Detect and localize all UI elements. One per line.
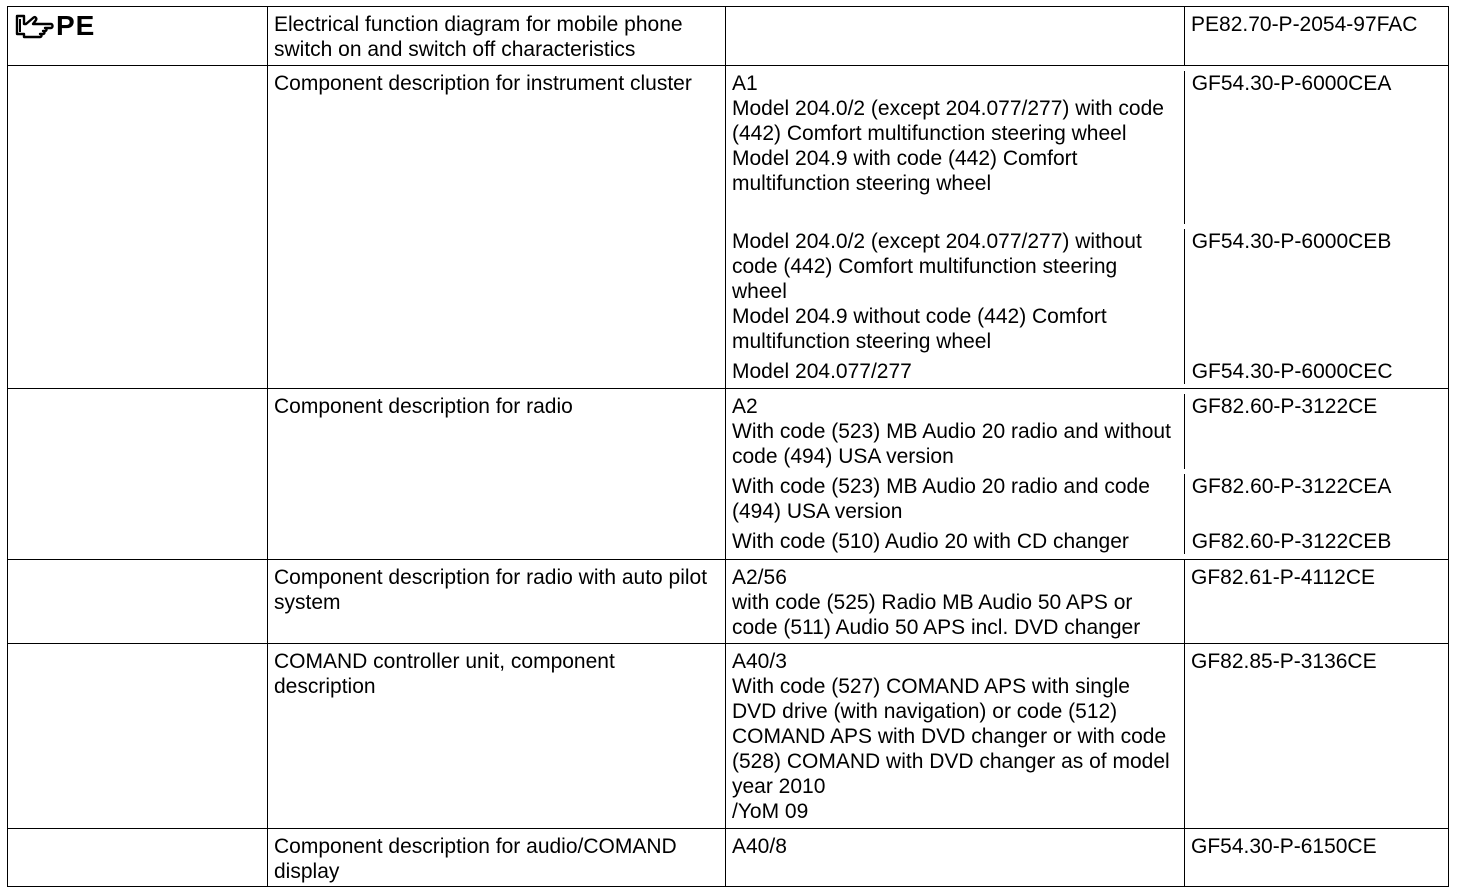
table-row xyxy=(7,389,1449,560)
empty-cell xyxy=(7,644,267,828)
variant-description: With code (523) MB Audio 20 radio and without code (494) USA version xyxy=(732,420,1171,468)
variant-entry xyxy=(726,224,1448,359)
empty-cell xyxy=(7,66,267,388)
component-code: A2/56 xyxy=(732,566,787,589)
variant-ref[interactable]: GF54.30-P-6000CEC xyxy=(1184,359,1448,384)
table-row xyxy=(7,560,1449,644)
pe-label: PE xyxy=(56,10,96,41)
row-details xyxy=(725,560,1184,643)
variant-ref[interactable]: GF82.60-P-3122CEA xyxy=(1184,474,1448,529)
variant-entry xyxy=(726,529,1448,554)
table-header-row xyxy=(7,6,1449,66)
variant-text: Model 204.077/277 xyxy=(732,360,912,383)
variant-text: With code (527) COMAND APS with single DVD drive (with navigation) or code (512) COMAND APS with DVD changer or with code (528) COMAND with DVD changer as of model year 2010 /YoM 09 xyxy=(732,675,1170,823)
component-code: A2 xyxy=(732,395,758,418)
table-row xyxy=(7,644,1449,829)
component-code: A40/8 xyxy=(732,835,787,858)
header-empty-cell xyxy=(725,7,1184,65)
reference-table xyxy=(7,6,1449,887)
component-code: A40/3 xyxy=(732,650,787,673)
header-ref[interactable]: PE82.70-P-2054-97FAC xyxy=(1184,7,1449,65)
variant-ref[interactable]: GF82.60-P-3122CE xyxy=(1184,394,1448,469)
header-title: Electrical function diagram for mobile phone switch on and switch off characteristics xyxy=(267,7,725,65)
row-description: COMAND controller unit, component description xyxy=(267,644,725,828)
variant-ref[interactable]: GF82.61-P-4112CE xyxy=(1184,560,1449,643)
row-details xyxy=(725,66,1449,388)
empty-cell xyxy=(7,829,267,886)
variant-ref[interactable]: GF54.30-P-6000CEA xyxy=(1184,71,1448,224)
variant-text: Model 204.0/2 (except 204.077/277) with code (442) Comfort multifunction steering wheel Model 204.9 with code (442) Comfort multifunction steering wheel xyxy=(732,97,1164,195)
pointing-hand-icon xyxy=(14,13,54,39)
row-description: Component description for radio with auto pilot system xyxy=(267,560,725,643)
row-details xyxy=(725,829,1184,886)
pe-marker xyxy=(7,7,267,65)
row-description: Component description for audio/COMAND display xyxy=(267,829,725,886)
variant-ref[interactable]: GF82.60-P-3122CEB xyxy=(1184,529,1448,554)
variant-ref[interactable]: GF54.30-P-6000CEB xyxy=(1184,229,1448,359)
variant-text: with code (525) Radio MB Audio 50 APS or code (511) Audio 50 APS incl. DVD changer xyxy=(732,591,1141,639)
variant-ref[interactable]: GF82.85-P-3136CE xyxy=(1184,644,1449,828)
empty-cell xyxy=(7,560,267,643)
table-row xyxy=(7,66,1449,389)
variant-text: With code (510) Audio 20 with CD changer xyxy=(732,530,1129,553)
row-details xyxy=(725,389,1449,559)
variant-text: With code (523) MB Audio 20 radio and code (494) USA version xyxy=(732,475,1150,523)
variant-entry xyxy=(726,359,1448,384)
table-row xyxy=(7,829,1449,887)
variant-text xyxy=(726,394,1184,469)
row-details xyxy=(725,644,1184,828)
variant-entry xyxy=(726,394,1448,469)
row-description: Component description for instrument cluster xyxy=(267,66,725,388)
variant-text: Model 204.0/2 (except 204.077/277) without code (442) Comfort multifunction steering wheel Model 204.9 without code (442) Comfort multifunction steering wheel xyxy=(732,230,1142,353)
variant-ref[interactable]: GF54.30-P-6150CE xyxy=(1184,829,1449,886)
component-code: A1 xyxy=(732,72,758,95)
empty-cell xyxy=(7,389,267,559)
row-description: Component description for radio xyxy=(267,389,725,559)
variant-entry xyxy=(726,469,1448,529)
